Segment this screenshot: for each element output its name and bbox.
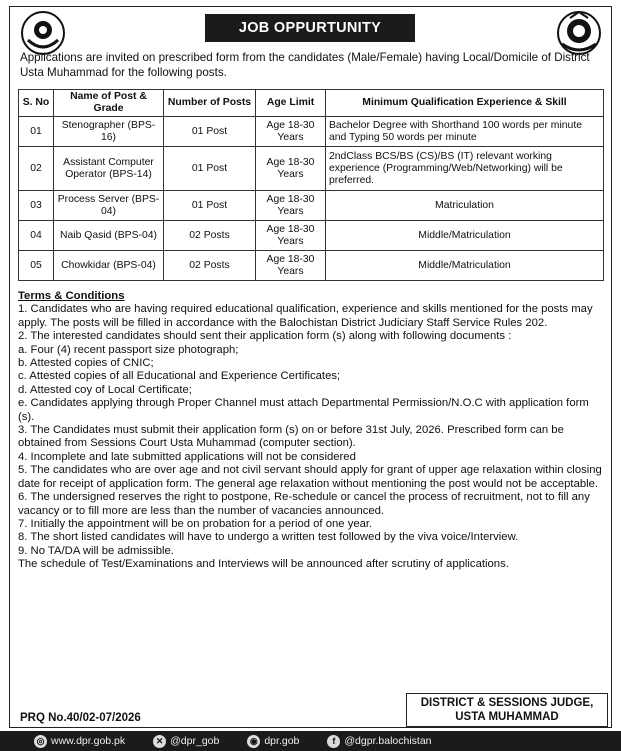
- posts-table: [18, 89, 604, 281]
- header-post: Name of Post & Grade: [54, 90, 164, 117]
- cell-qualification: 2ndClass BCS/BS (CS)/BS (IT) relevant working experience (Programming/Web/Networking) will be preferred.: [326, 147, 604, 191]
- cell-age: Age 18-30 Years: [256, 147, 326, 191]
- cell-post: Naib Qasid (BPS-04): [54, 221, 164, 251]
- instagram-link-text: dpr.gob: [264, 735, 300, 747]
- web-link-text: www.dpr.gob.pk: [51, 735, 126, 747]
- cell-age: Age 18-30 Years: [256, 221, 326, 251]
- cell-age: Age 18-30 Years: [256, 251, 326, 281]
- prq-number: PRQ No.40/02-07/2026: [20, 712, 141, 724]
- signatory-box: [406, 693, 608, 727]
- facebook-link[interactable]: [327, 735, 431, 748]
- term-item: 9. No TA/DA will be admissible.: [18, 544, 174, 557]
- cell-posts: 01 Post: [164, 147, 256, 191]
- web-link[interactable]: [34, 735, 125, 748]
- twitter-link[interactable]: [153, 735, 219, 748]
- twitter-icon: ✕: [153, 735, 166, 748]
- term-item: 6. The undersigned reserves the right to postpone, Re-schedule or cancel the process of recruitment, not to fill any vacancy or to fill more are less than the number of vacancies announced.: [18, 491, 590, 517]
- term-item: a. Four (4) recent passport size photograph;: [18, 343, 239, 356]
- cell-sno: 05: [19, 251, 54, 281]
- term-item: The schedule of Test/Examinations and Interviews will be announced after scrutiny of applications.: [18, 558, 509, 571]
- table-row: [19, 221, 604, 251]
- cell-qualification: Matriculation: [326, 191, 604, 221]
- social-media-bar: [0, 731, 621, 751]
- term-item: 4. Incomplete and late submitted applications will not be considered: [18, 450, 356, 463]
- header-qualification: Minimum Qualification Experience & Skill: [326, 90, 604, 117]
- cell-sno: 02: [19, 147, 54, 191]
- facebook-icon: f: [327, 735, 340, 748]
- cell-qualification: Middle/Matriculation: [326, 251, 604, 281]
- cell-sno: 04: [19, 221, 54, 251]
- header-age: Age Limit: [256, 90, 326, 117]
- cell-post: Assistant Computer Operator (BPS-14): [54, 147, 164, 191]
- table-header-row: [19, 90, 604, 117]
- term-item: 3. The Candidates must submit their application form (s) on or before 31st July, 2026. Prescribed form can be obtained from Sessions Court Usta Muhammad (computer section).: [18, 424, 564, 450]
- cell-post: Stenographer (BPS-16): [54, 117, 164, 147]
- cell-age: Age 18-30 Years: [256, 191, 326, 221]
- instagram-link[interactable]: [247, 735, 299, 748]
- instagram-icon: ◉: [247, 735, 260, 748]
- term-item: 2. The interested candidates should sent their application form (s) along with following documents :: [18, 330, 512, 343]
- table-row: [19, 117, 604, 147]
- signatory-line-2: USTA MUHAMMAD: [455, 711, 559, 723]
- header-sno: S. No: [19, 90, 54, 117]
- cell-sno: 01: [19, 117, 54, 147]
- cell-post: Process Server (BPS-04): [54, 191, 164, 221]
- terms-heading: Terms & Conditions: [18, 290, 125, 302]
- facebook-link-text: @dgpr.balochistan: [344, 735, 432, 747]
- page-title: JOB OPPURTUNITY: [205, 14, 415, 42]
- term-item: d. Attested coy of Local Certificate;: [18, 383, 192, 396]
- table-row: [19, 147, 604, 191]
- cell-post: Chowkidar (BPS-04): [54, 251, 164, 281]
- cell-posts: 01 Post: [164, 117, 256, 147]
- term-item: b. Attested copies of CNIC;: [18, 357, 154, 370]
- intro-text: Applications are invited on prescribed form from the candidates (Male/Female) having Local/Domicile of District Usta Muhammad for the following posts.: [20, 51, 590, 79]
- term-item: 7. Initially the appointment will be on probation for a period of one year.: [18, 517, 373, 530]
- term-item: 1. Candidates who are having required educational qualification, experience and skills mentioned for the posts may apply. The posts will be filled in accordance with the Balochistan District Judiciary Staff Service Rules 202.: [18, 303, 593, 329]
- globe-icon: ◎: [34, 735, 47, 748]
- terms-and-conditions: [18, 290, 606, 572]
- cell-posts: 02 Posts: [164, 251, 256, 281]
- term-item: 8. The short listed candidates will have to undergo a written test followed by the viva voice/Interview.: [18, 531, 519, 544]
- signatory-line-1: DISTRICT & SESSIONS JUDGE,: [420, 697, 594, 709]
- term-item: 5. The candidates who are over age and not civil servant should apply for grant of upper age relaxation within closing date for receipt of application form. The general age relaxation without mentioning the post would not be acceptable.: [18, 464, 602, 490]
- table-row: [19, 251, 604, 281]
- cell-sno: 03: [19, 191, 54, 221]
- term-item: c. Attested copies of all Educational and Experience Certificates;: [18, 370, 341, 383]
- cell-qualification: Middle/Matriculation: [326, 221, 604, 251]
- cell-posts: 02 Posts: [164, 221, 256, 251]
- twitter-link-text: @dpr_gob: [170, 735, 220, 747]
- cell-age: Age 18-30 Years: [256, 117, 326, 147]
- header-posts: Number of Posts: [164, 90, 256, 117]
- cell-posts: 01 Post: [164, 191, 256, 221]
- table-row: [19, 191, 604, 221]
- term-item: e. Candidates applying through Proper Channel must attach Departmental Permission/N.O.C with application form (s).: [18, 397, 589, 423]
- cell-qualification: Bachelor Degree with Shorthand 100 words per minute and Typing 50 words per minute: [326, 117, 604, 147]
